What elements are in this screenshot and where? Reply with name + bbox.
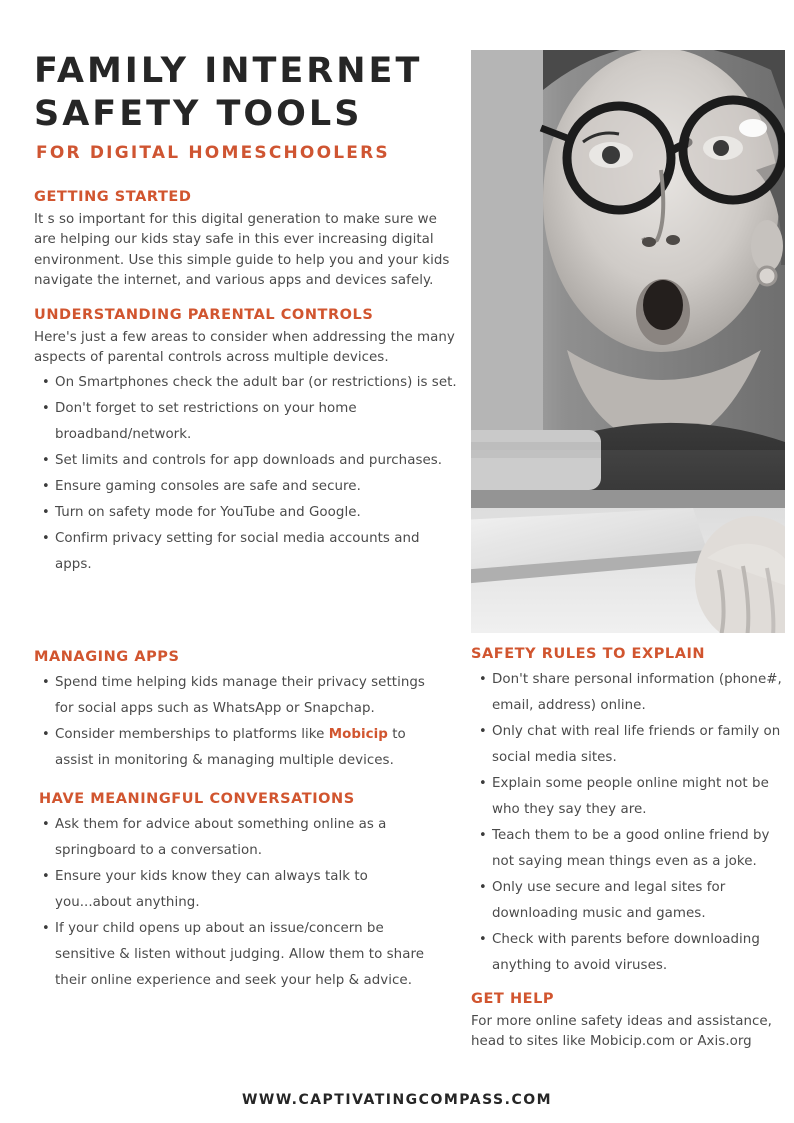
list-parental-controls xyxy=(34,370,459,578)
list-item: • Explain some people online might not be who they say they are. xyxy=(471,771,785,823)
mobicip-highlight: Mobicip xyxy=(328,727,388,742)
paragraph-getting-started: It s so important for this digital generation to make sure we are helping our kids stay safe in this ever increasing digital environment. Use this simple guide to help you and your kids navigate the internet, and various apps and devices safely. xyxy=(34,212,450,289)
get-help-block xyxy=(471,990,785,1053)
list-safety-rules xyxy=(471,667,785,979)
bullet-text-pre: Consider memberships to platforms like xyxy=(55,727,329,742)
left-column-top xyxy=(34,188,459,578)
list-item: • Ask them for advice about something online as a springboard to a conversation. xyxy=(34,812,444,864)
list-item: • If your child opens up about an issue/concern be sensitive & listen without judging. Allow them to share their online experience and seek your help & advice. xyxy=(34,916,444,994)
heading-managing-apps: MANAGING APPS xyxy=(34,649,180,665)
paragraph-parental-controls: Here's just a few areas to consider when addressing the many aspects of parental controls across multiple devices. xyxy=(34,329,455,366)
paragraph-get-help: For more online safety ideas and assistance, head to sites like Mobicip.com or Axis.org xyxy=(471,1014,772,1050)
list-item-mobicip xyxy=(34,722,444,774)
title-line-2: SAFETY TOOLS xyxy=(34,94,363,134)
photo-illustration xyxy=(471,50,785,633)
list-managing-apps xyxy=(34,670,444,774)
list-item: • Confirm privacy setting for social media accounts and apps. xyxy=(34,526,459,578)
heading-getting-started: GETTING STARTED xyxy=(34,189,192,205)
heading-get-help: GET HELP xyxy=(471,991,555,1007)
bullet-text-post: to assist in monitoring & managing multiple devices. xyxy=(55,727,406,768)
hero-photo xyxy=(471,50,785,633)
right-column-bottom xyxy=(471,645,785,1055)
list-item: • Only use secure and legal sites for downloading music and games. xyxy=(471,875,785,927)
list-item: • Ensure gaming consoles are safe and secure. xyxy=(34,474,459,500)
footer-website: WWW.CAPTIVATINGCOMPASS.COM xyxy=(241,1092,553,1108)
heading-have-meaningful-conversations: HAVE MEANINGFUL CONVERSATIONS xyxy=(39,791,355,807)
heading-safety-rules-to-explain: SAFETY RULES TO EXPLAIN xyxy=(471,646,706,662)
page-subtitle: FOR DIGITAL HOMESCHOOLERS xyxy=(36,143,390,163)
header xyxy=(34,50,459,164)
list-conversations xyxy=(34,812,444,994)
list-item: • Turn on safety mode for YouTube and Google. xyxy=(34,500,459,526)
list-item: • Set limits and controls for app downloads and purchases. xyxy=(34,448,459,474)
list-item: • Ensure your kids know they can always talk to you...about anything. xyxy=(34,864,444,916)
heading-understanding-parental-controls: UNDERSTANDING PARENTAL CONTROLS xyxy=(34,306,374,323)
title-line-1: FAMILY INTERNET xyxy=(34,51,423,91)
list-item: • Don't share personal information (phone#, email, address) online. xyxy=(471,667,785,719)
left-column-bottom xyxy=(34,648,444,994)
list-item: • Only chat with real life friends or family on social media sites. xyxy=(471,719,785,771)
list-item: • Check with parents before downloading anything to avoid viruses. xyxy=(471,927,785,979)
list-item: • On Smartphones check the adult bar (or restrictions) is set. xyxy=(34,370,459,396)
page-title xyxy=(34,50,459,136)
list-item: • Teach them to be a good online friend by not saying mean things even as a joke. xyxy=(471,823,785,875)
list-item: • Don't forget to set restrictions on your home broadband/network. xyxy=(34,396,459,448)
list-item: • Spend time helping kids manage their privacy settings for social apps such as WhatsApp or Snapchap. xyxy=(34,670,444,722)
